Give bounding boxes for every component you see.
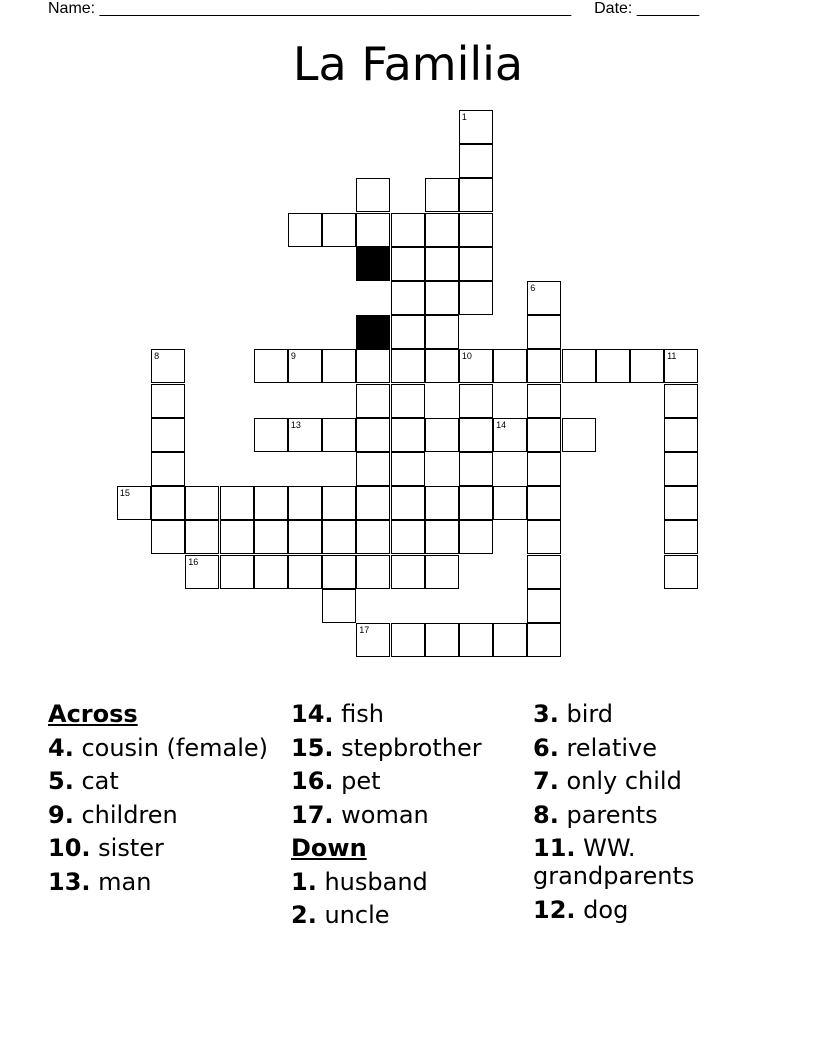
clue-item-number: 4. bbox=[48, 733, 74, 762]
clue-number: 6 bbox=[530, 283, 536, 293]
clue-column-1 bbox=[48, 700, 278, 901]
crossword-cell[interactable] bbox=[664, 418, 698, 452]
crossword-cell[interactable] bbox=[254, 555, 288, 589]
crossword-cell[interactable] bbox=[254, 349, 288, 383]
crossword-cell[interactable] bbox=[322, 486, 356, 520]
crossword-cell[interactable] bbox=[527, 281, 561, 315]
clue-item bbox=[533, 700, 763, 728]
crossword-cell[interactable] bbox=[664, 384, 698, 418]
crossword-cell[interactable] bbox=[459, 486, 493, 520]
clue-item-text: children bbox=[73, 800, 178, 829]
crossword-cell[interactable] bbox=[664, 555, 698, 589]
clue-item bbox=[48, 734, 278, 762]
crossword-cell[interactable] bbox=[527, 520, 561, 554]
clue-item-text: cat bbox=[73, 767, 119, 795]
crossword-cell[interactable] bbox=[185, 486, 219, 520]
crossword-cell[interactable] bbox=[391, 520, 425, 554]
clue-item bbox=[291, 901, 521, 929]
name-label: Name: bbox=[48, 0, 96, 17]
crossword-cell[interactable] bbox=[562, 418, 596, 452]
clue-item bbox=[48, 868, 278, 896]
crossword-cell[interactable] bbox=[527, 315, 561, 349]
crossword-cell[interactable] bbox=[288, 520, 322, 554]
clue-item-text: stepbrother bbox=[333, 733, 482, 762]
clue-item-text: dog bbox=[575, 895, 629, 924]
crossword-cell[interactable] bbox=[117, 486, 151, 520]
clue-item-text: cousin (female) bbox=[73, 733, 269, 762]
clue-item-text: fish bbox=[333, 700, 384, 728]
crossword-cell[interactable] bbox=[288, 555, 322, 589]
clue-item-number: 3. bbox=[533, 700, 559, 728]
clue-item bbox=[48, 801, 278, 829]
clue-item-number: 10. bbox=[48, 834, 91, 862]
crossword-cell[interactable] bbox=[391, 349, 425, 383]
clue-number: 14 bbox=[496, 419, 507, 430]
crossword-cell[interactable] bbox=[425, 281, 459, 315]
clue-number: 8 bbox=[154, 351, 160, 362]
down-heading: Down bbox=[291, 834, 367, 862]
crossword-cell[interactable] bbox=[527, 589, 561, 623]
crossword-cell[interactable] bbox=[391, 384, 425, 418]
crossword-cell[interactable] bbox=[220, 486, 254, 520]
crossword-cell[interactable] bbox=[185, 520, 219, 554]
clue-item bbox=[48, 767, 278, 795]
clue-number: 9 bbox=[290, 351, 296, 362]
crossword-cell[interactable] bbox=[151, 520, 185, 554]
crossword-cell[interactable] bbox=[254, 418, 288, 452]
crossword-cell[interactable] bbox=[664, 452, 698, 486]
crossword-cell[interactable] bbox=[322, 520, 356, 554]
crossword-cell[interactable] bbox=[254, 486, 288, 520]
clue-item bbox=[291, 868, 521, 896]
crossword-cell[interactable] bbox=[459, 281, 493, 315]
clue-number: 15 bbox=[119, 488, 130, 499]
clue-item bbox=[533, 767, 763, 795]
crossword-block bbox=[356, 247, 390, 281]
page-title: La Familia bbox=[292, 37, 524, 91]
crossword-block bbox=[356, 315, 390, 349]
crossword-cell[interactable] bbox=[288, 213, 322, 247]
clue-number: 1 bbox=[461, 112, 467, 122]
crossword-cell[interactable] bbox=[425, 178, 459, 212]
crossword-cell[interactable] bbox=[391, 452, 425, 486]
crossword-cell[interactable] bbox=[356, 349, 390, 383]
crossword-cell[interactable] bbox=[391, 418, 425, 452]
date-blank[interactable]: _______ bbox=[636, 0, 700, 17]
crossword-cell[interactable] bbox=[562, 349, 596, 383]
crossword-cell[interactable] bbox=[322, 349, 356, 383]
clue-item-text: pet bbox=[333, 767, 381, 795]
clue-item-text: WW. grandparents bbox=[533, 834, 695, 890]
clue-item-number: 6. bbox=[533, 733, 559, 762]
clue-item bbox=[533, 834, 763, 890]
crossword-cell[interactable] bbox=[527, 555, 561, 589]
clue-item-number: 1. bbox=[291, 867, 317, 896]
crossword-cell[interactable] bbox=[527, 384, 561, 418]
crossword-cell[interactable] bbox=[459, 520, 493, 554]
crossword-cell[interactable] bbox=[425, 486, 459, 520]
crossword-cell[interactable] bbox=[493, 623, 527, 657]
clue-item bbox=[48, 834, 278, 862]
clue-number: 11 bbox=[667, 351, 677, 362]
across-heading: Across bbox=[48, 700, 138, 728]
clue-item-text: only child bbox=[558, 767, 682, 795]
crossword-cell[interactable] bbox=[459, 110, 493, 144]
crossword-cell[interactable] bbox=[493, 418, 527, 452]
clue-number: 13 bbox=[290, 419, 301, 430]
clue-column-3 bbox=[533, 700, 763, 929]
crossword-cell[interactable] bbox=[288, 486, 322, 520]
crossword-cell[interactable] bbox=[664, 349, 698, 383]
crossword-cell[interactable] bbox=[527, 486, 561, 520]
clue-item-number: 8. bbox=[533, 800, 559, 829]
crossword-cell[interactable] bbox=[356, 418, 390, 452]
crossword-cell[interactable] bbox=[425, 418, 459, 452]
clue-item bbox=[291, 734, 521, 762]
crossword-cell[interactable] bbox=[151, 486, 185, 520]
crossword-cell[interactable] bbox=[425, 555, 459, 589]
crossword-cell[interactable] bbox=[664, 520, 698, 554]
crossword-cell[interactable] bbox=[425, 349, 459, 383]
crossword-cell[interactable] bbox=[356, 555, 390, 589]
crossword-cell[interactable] bbox=[630, 349, 664, 383]
crossword-cell[interactable] bbox=[493, 486, 527, 520]
crossword-cell[interactable] bbox=[425, 315, 459, 349]
crossword-cell[interactable] bbox=[527, 418, 561, 452]
clue-column-2 bbox=[291, 700, 521, 935]
crossword-cell[interactable] bbox=[459, 384, 493, 418]
crossword-cell[interactable] bbox=[356, 486, 390, 520]
clue-item-text: husband bbox=[316, 867, 428, 896]
crossword-cell[interactable] bbox=[459, 213, 493, 247]
crossword-cell[interactable] bbox=[459, 623, 493, 657]
crossword-cell[interactable] bbox=[459, 452, 493, 486]
clue-item bbox=[533, 734, 763, 762]
crossword-cell[interactable] bbox=[356, 520, 390, 554]
crossword-cell[interactable] bbox=[459, 349, 493, 383]
clue-item-number: 14. bbox=[291, 700, 334, 728]
clue-item-number: 11. bbox=[533, 834, 576, 862]
clue-item bbox=[533, 801, 763, 829]
crossword-cell[interactable] bbox=[527, 623, 561, 657]
crossword-cell[interactable] bbox=[151, 418, 185, 452]
clue-number: 16 bbox=[188, 556, 199, 567]
crossword-cell[interactable] bbox=[151, 452, 185, 486]
clue-item-number: 5. bbox=[48, 767, 74, 795]
crossword-cell[interactable] bbox=[391, 486, 425, 520]
clue-item bbox=[291, 801, 521, 829]
crossword-cell[interactable] bbox=[425, 247, 459, 281]
crossword-cell[interactable] bbox=[391, 623, 425, 657]
crossword-cell[interactable] bbox=[596, 349, 630, 383]
crossword-cell[interactable] bbox=[391, 555, 425, 589]
clue-number: 17 bbox=[359, 625, 370, 635]
crossword-cell[interactable] bbox=[493, 349, 527, 383]
clue-item-text: man bbox=[90, 867, 152, 896]
crossword-cell[interactable] bbox=[356, 623, 390, 657]
date-label: Date: bbox=[594, 0, 633, 17]
crossword-cell[interactable] bbox=[356, 178, 390, 212]
clue-item bbox=[533, 896, 763, 924]
crossword-cell[interactable] bbox=[664, 486, 698, 520]
crossword-cell[interactable] bbox=[322, 589, 356, 623]
crossword-cell[interactable] bbox=[391, 213, 425, 247]
crossword-cell[interactable] bbox=[459, 247, 493, 281]
crossword-cell[interactable] bbox=[459, 418, 493, 452]
clue-item-text: relative bbox=[558, 733, 657, 762]
clue-item-number: 2. bbox=[291, 901, 317, 929]
clue-item bbox=[291, 767, 521, 795]
crossword-cell[interactable] bbox=[185, 555, 219, 589]
clue-item-text: uncle bbox=[316, 901, 390, 929]
crossword-cell[interactable] bbox=[527, 349, 561, 383]
crossword-cell[interactable] bbox=[220, 520, 254, 554]
clue-item-number: 16. bbox=[291, 767, 334, 795]
clue-item-number: 17. bbox=[291, 800, 334, 829]
crossword-cell[interactable] bbox=[425, 623, 459, 657]
crossword-cell[interactable] bbox=[356, 452, 390, 486]
crossword-cell[interactable] bbox=[322, 555, 356, 589]
crossword-cell[interactable] bbox=[391, 315, 425, 349]
crossword-cell[interactable] bbox=[220, 555, 254, 589]
clue-item-number: 15. bbox=[291, 733, 334, 762]
crossword-cell[interactable] bbox=[425, 213, 459, 247]
crossword-cell[interactable] bbox=[391, 281, 425, 315]
crossword-cell[interactable] bbox=[459, 144, 493, 178]
crossword-cell[interactable] bbox=[288, 349, 322, 383]
clue-item bbox=[291, 700, 521, 728]
clue-number: 10 bbox=[461, 351, 472, 362]
clue-item-text: woman bbox=[333, 800, 429, 829]
clue-item-text: bird bbox=[558, 700, 614, 728]
crossword-cell[interactable] bbox=[391, 247, 425, 281]
crossword-cell[interactable] bbox=[459, 178, 493, 212]
crossword-cell[interactable] bbox=[322, 418, 356, 452]
clue-item-text: sister bbox=[90, 834, 164, 862]
crossword-cell[interactable] bbox=[151, 384, 185, 418]
crossword-cell[interactable] bbox=[288, 418, 322, 452]
crossword-cell[interactable] bbox=[322, 213, 356, 247]
crossword-cell[interactable] bbox=[527, 452, 561, 486]
name-blank[interactable]: _____________________________________________________ bbox=[99, 0, 572, 17]
crossword-cell[interactable] bbox=[151, 349, 185, 383]
clue-item-number: 13. bbox=[48, 867, 91, 896]
clue-item-number: 9. bbox=[48, 800, 74, 829]
crossword-cell[interactable] bbox=[356, 213, 390, 247]
clue-item-number: 12. bbox=[533, 895, 576, 924]
crossword-cell[interactable] bbox=[425, 520, 459, 554]
clue-item-number: 7. bbox=[533, 767, 559, 795]
crossword-cell[interactable] bbox=[254, 520, 288, 554]
crossword-cell[interactable] bbox=[356, 384, 390, 418]
clue-item-text: parents bbox=[558, 800, 658, 829]
